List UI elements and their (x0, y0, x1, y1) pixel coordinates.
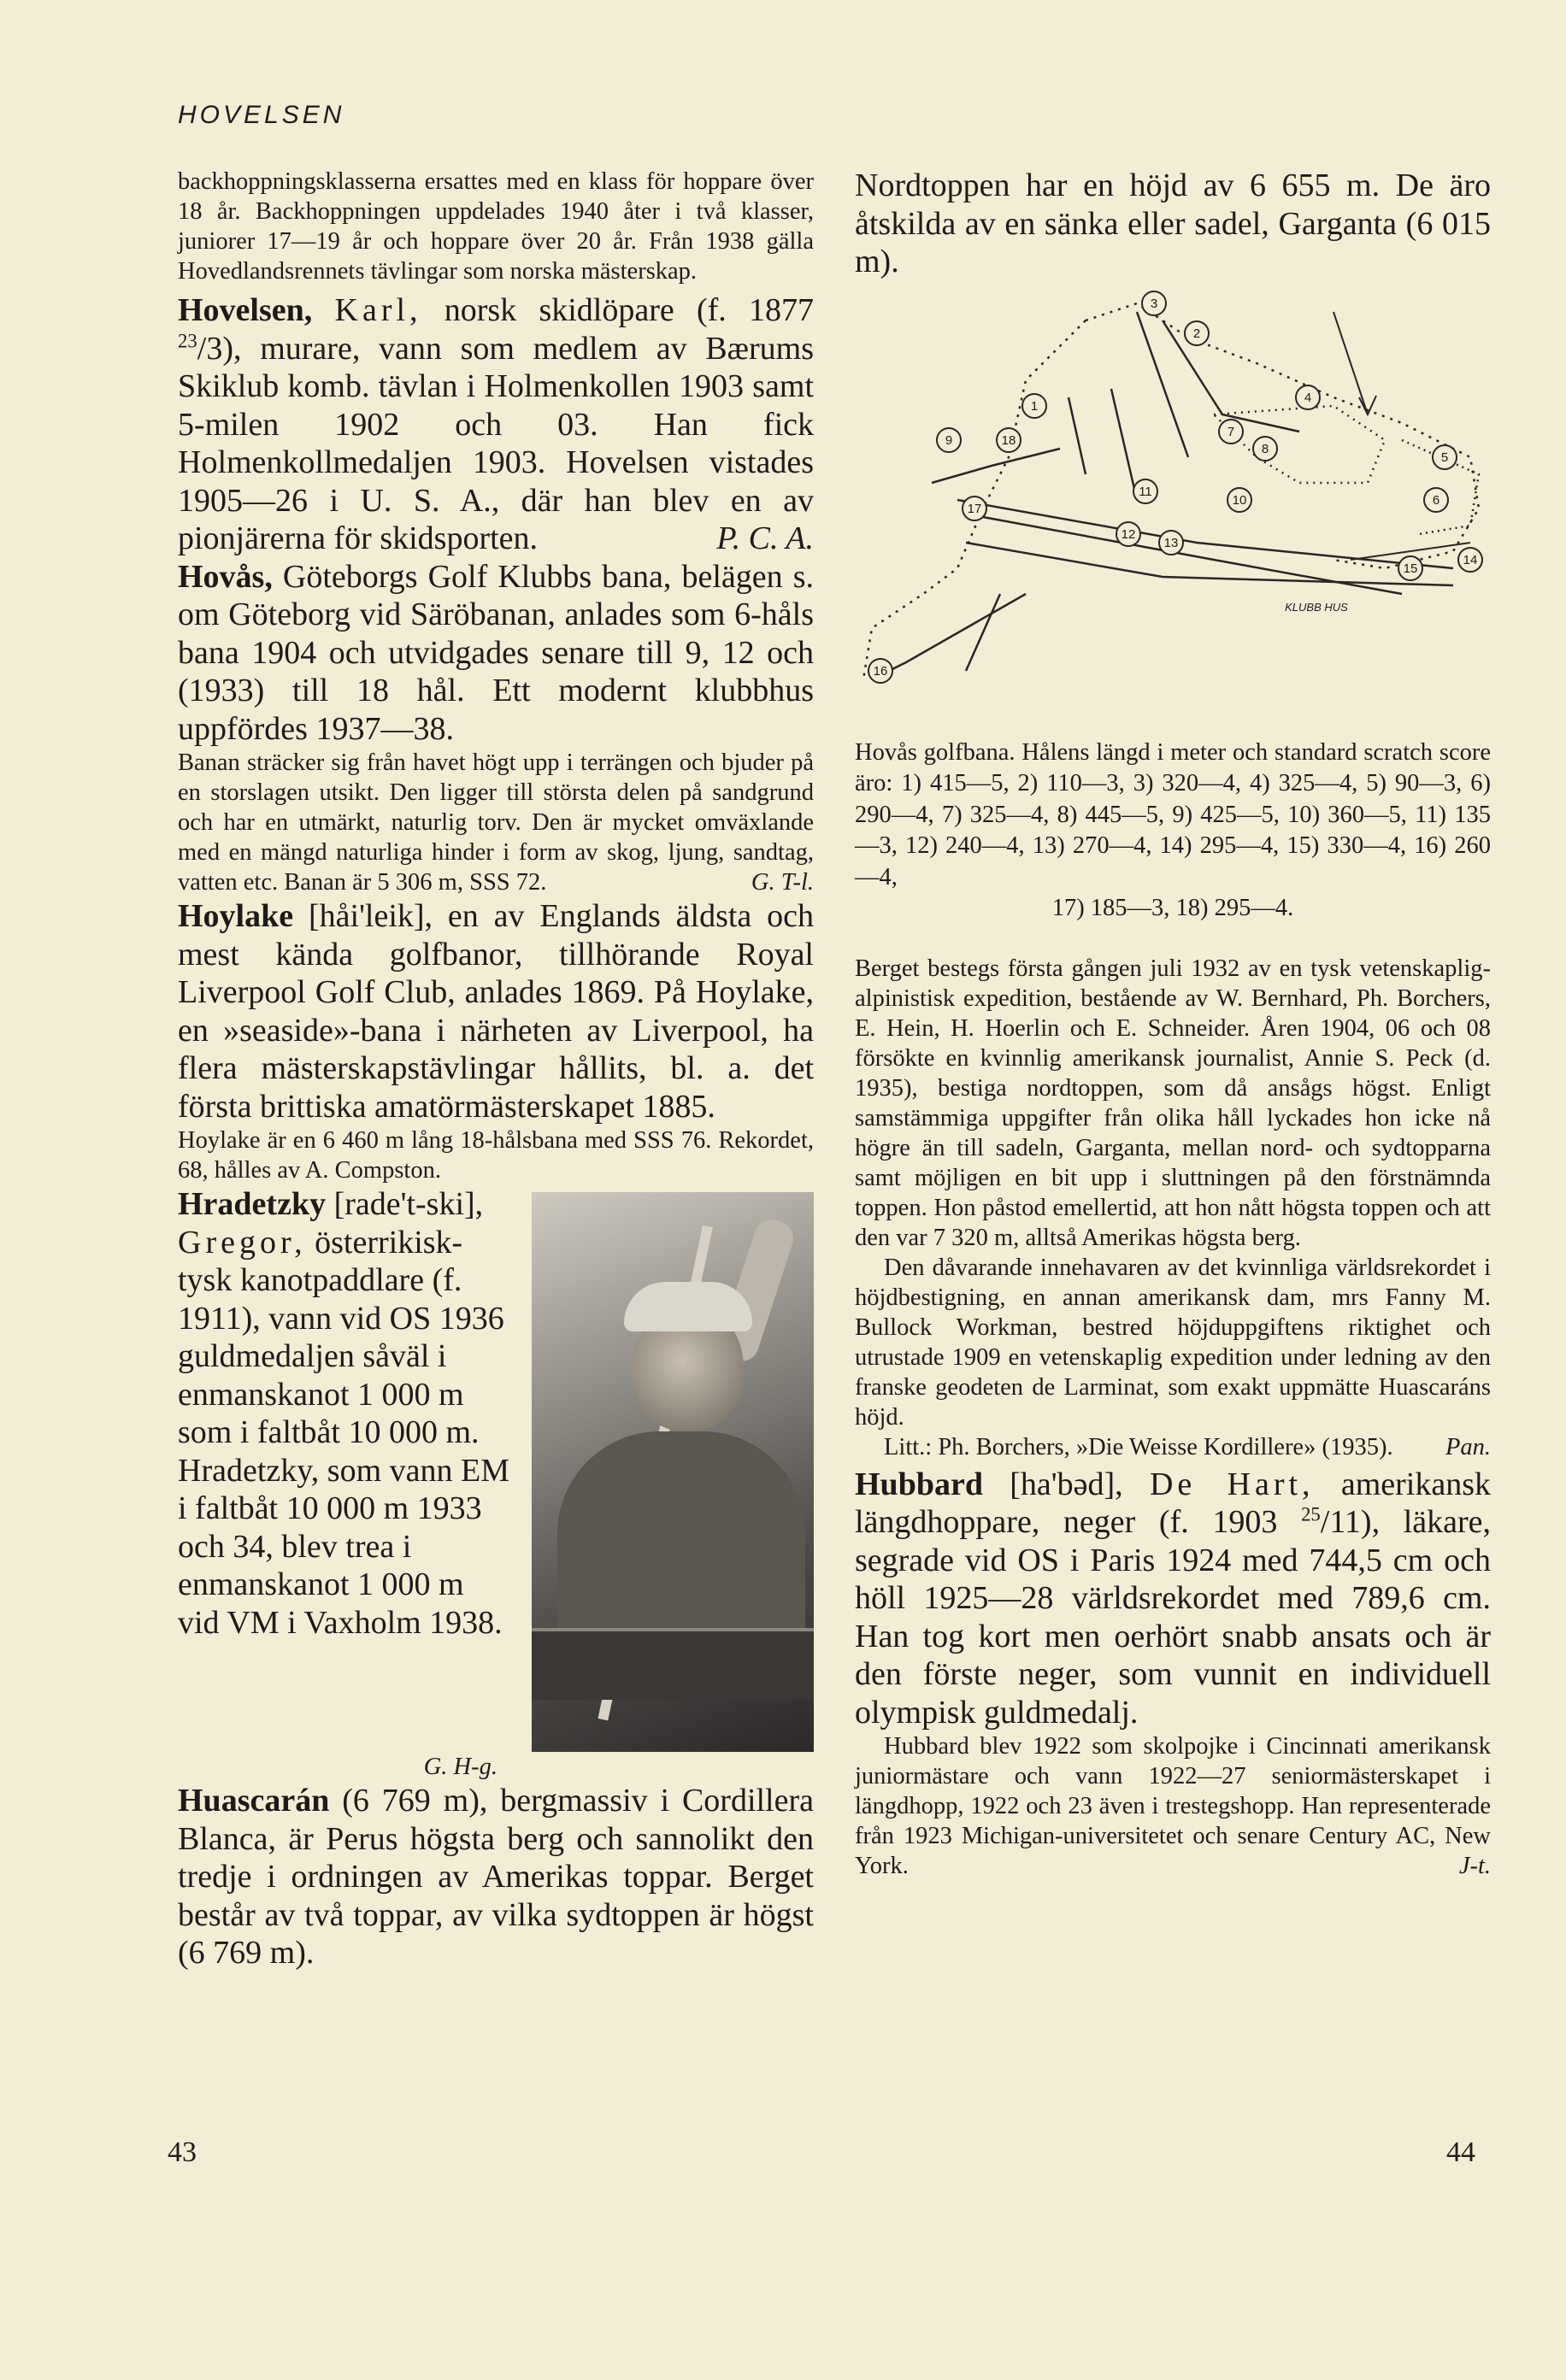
map-hole-label: 18 (1001, 432, 1016, 448)
entry-text-small: Banan sträcker sig från havet högt upp i terrängen och bjuder på en storslagen utsikt. Den ligger till största delen på sandgrund och har en utmärkt, naturlig torv. Den är mycket omväxlande med en mängd naturliga hinder i form av skog, ljung, sandtag, vatten etc. Banan är 5 306 m, SSS 72. (178, 749, 814, 896)
running-head: HOVELSEN (178, 101, 345, 129)
map-hole-label: 15 (1403, 561, 1418, 576)
signature: J-t. (1458, 1853, 1491, 1879)
entry-hovas-detail (178, 748, 814, 897)
signature: G. T-l. (751, 869, 814, 896)
entry-head: Hoylake (178, 898, 294, 934)
entry-text: [ha'bəd], (982, 1466, 1150, 1502)
map-caption: Hovås golfbana. Hålens längd i meter och standard scratch score äro: 1) 415—5, 2) 110—3, 3) 320—4, 4) 325—4, 5) 90—3, 6) 290—4, 7) 325—4, 8) 445—5, 9) 425—5, 10) 360—5, 11) 135—3, 12) 240—4, 13) 270—4, 14) 295—4, 15) 330—4, 16) 260—4, (855, 738, 1491, 890)
map-hole-label: 5 (1440, 450, 1449, 465)
entry-huascaran (178, 1782, 814, 1972)
entry-hubbard-detail (855, 1731, 1491, 1881)
page-number-right: 44 (1446, 2136, 1475, 2168)
map-hole-label: 11 (1139, 484, 1152, 499)
map-caption-last: 17) 185—3, 18) 295—4. (1051, 895, 1294, 921)
map-hole-label: 8 (1261, 441, 1269, 456)
entry-hovas (178, 558, 814, 749)
map-hole-label: 1 (1030, 398, 1039, 414)
entry-text: österrikisk-tysk kanotpaddlare (f. 1911), vann vid OS 1936 guldmedaljen såväl i enmanskanot 1 000 m som i faltbåt 10 000 m. Hradetzky, som vann EM i faltbåt 10 000 m 1933 och 34, blev trea i enmanskanot 1 000 m vid VM i Vaxholm 1938. (178, 1224, 509, 1641)
date-den: /11 (1320, 1504, 1361, 1540)
entry-text-small: Hubbard blev 1922 som skolpojke i Cincinnati amerikansk juniormästare och vann 1922—27 seniormästerskapet i längdhopp, 1922 och 23 även i trestegshopp. Han representerade från 1923 Michigan-universitetet och senare Century AC, New York. (855, 1733, 1491, 1879)
paragraph-nordtoppen: Nordtoppen har en höjd av 6 655 m. De äro åtskilda av en sänka eller sadel, Garganta (6 015 m). (855, 167, 1491, 279)
map-hole-label: 4 (1304, 390, 1312, 405)
signature: Pan. (1445, 1433, 1491, 1460)
paragraph-bestegs: Berget bestegs första gången juli 1932 av en tysk vetenskaplig-alpinistisk expedition, bestående av W. Bernhard, Ph. Borchers, E. Hein, H. Hoerlin och E. Schneider. Åren 1904, 06 och 08 försökte en kvinnlig amerikansk journalist, Annie S. Peck (d. 1935), bestiga nordtoppen, som då ansågs högst. Enligt samstämmiga uppgifter från olika håll lyckades hon icke nå högre än till sadeln, Garganta, mellan nord- och sydtopparna samt möjligen en bit upp i sluttningen på den förstnämnda toppen. Hon påstod emellertid, att hon nått högsta toppen och att den var 7 320 m, alltså Amerikas högsta berg. (855, 955, 1491, 1251)
entry-head: Huascarán (178, 1783, 330, 1819)
paragraph-workman: Den dåvarande innehavaren av det kvinnliga världsrekordet i höjdbestigning, en annan amerikansk dam, mrs Fanny M. Bullock Workman, bestred höjduppgiftens riktighet och utrustade 1909 en vetenskaplig expedition under ledning av den franske geodeten de Larminat, som exakt uppmätte Huascaráns höjd. (855, 1254, 1491, 1431)
page-number-left: 43 (168, 2136, 197, 2168)
signature: P. C. A. (716, 520, 814, 556)
paddler-body (557, 1431, 805, 1654)
golf-course-map (855, 286, 1491, 731)
entry-head: Hovelsen, (178, 292, 313, 328)
entry-name: Gregor, (178, 1224, 307, 1261)
hradetzky-entry-wrap (178, 1185, 814, 1782)
entry-text: [håi'leik], en av Englands äldsta och mest kända golfbanor, tillhörande Royal Liverpool Golf Club, anlades 1869. På Hoylake, en »seaside»-bana i närheten av Liverpool, ha flera mästerskapstävlingar hållits, bl. a. det första brittiska amatörmästerskapet 1885. (178, 898, 814, 1125)
entry-hovelsen (178, 291, 814, 558)
right-column (855, 167, 1491, 1881)
entry-head: Hubbard (855, 1466, 983, 1502)
entry-text: Göteborgs Golf Klubbs bana, belägen s. om Göteborg vid Säröbanan, anlades som 6-håls bana 1904 och utvidgades senare till 9, 12 och (1933) till 18 hål. Ett modernt klubbhus uppfördes 1937—38. (178, 558, 814, 747)
entry-head: Hradetzky (178, 1186, 327, 1222)
map-hole-label: 13 (1163, 535, 1179, 550)
date-sup: 25 (1300, 1503, 1321, 1525)
entry-text: [rade't-ski], (326, 1186, 484, 1222)
litt-text: Litt.: Ph. Borchers, »Die Weisse Kordillere» (1935). (884, 1433, 1393, 1460)
map-hole-label: 6 (1432, 492, 1440, 508)
kayak (532, 1628, 814, 1700)
date-den: /3 (197, 330, 223, 367)
entry-hoylake-detail: Hoylake är en 6 460 m lång 18-hålsbana med SSS 76. Rekordet, 68, hålles av A. Compston. (178, 1127, 814, 1184)
entry-text: ), murare, vann som medlem av Bærums Skiklub komb. tävlan i Holmenkollen 1903 samt 5-milen 1902 och 03. Han fick Holmenkollmedaljen 1903. Hovelsen vistades 1905—26 i U. S. A., där han blev en av pionjärerna för skidsporten. (178, 330, 814, 556)
map-hole-label: 3 (1150, 296, 1158, 311)
entry-hubbard (855, 1466, 1491, 1732)
map-klubbhus-label: KLUBB HUS (1285, 600, 1348, 614)
entry-text: (6 769 m), bergmassiv i Cordillera Blanca, är Perus högsta berg och sannolikt den tredje i ordningen av Amerikas toppar. Berget består av två toppar, av vilka sydtoppen är högst (6 769 m). (178, 1783, 814, 1971)
entry-text: amerikansk längdhoppare, neger (f. 1903 (855, 1466, 1492, 1540)
map-hole-label: 16 (873, 663, 888, 679)
left-column (178, 167, 814, 1972)
date-sup: 23 (178, 329, 197, 351)
map-hole-label: 17 (967, 501, 982, 516)
entry-name: De Hart, (1149, 1466, 1315, 1502)
map-hole-label: 7 (1227, 424, 1235, 439)
paddler-cap (624, 1282, 752, 1331)
spacer (855, 925, 1491, 954)
signature: G. H-g. (423, 1754, 497, 1780)
entry-hradetzky-sig (178, 1752, 814, 1782)
entry-hoylake (178, 897, 814, 1125)
entry-head: Hovås, (178, 558, 273, 595)
paragraph-litt (855, 1432, 1491, 1462)
hradetzky-photo (532, 1192, 814, 1752)
map-hole-label: 9 (945, 432, 953, 448)
entry-text: norsk skidlöpare (f. 1877 (421, 292, 815, 328)
map-hole-label: 2 (1192, 326, 1201, 341)
map-hole-label: 10 (1232, 492, 1247, 508)
entry-name: Karl, (334, 292, 422, 328)
entry-text: ), läkare, segrade vid OS i Paris 1924 med 744,5 cm och höll 1925—28 världsrekordet med 789,6 cm. Han tog kort men oerhört snabb ansats och är den förste neger, som vunnit en individuell olympisk guldmedalj. (855, 1504, 1491, 1731)
paragraph-backhoppning: backhoppningsklasserna ersattes med en klass för hoppare över 18 år. Backhoppningen uppdelades 1940 åter i två klasser, juniorer 17—19 år och hoppare över 20 år. Från 1938 gälla Hovedlandsrennets tävlingar som norska mästerskap. (178, 168, 814, 285)
map-hole-label: 14 (1463, 552, 1478, 567)
map-hole-label: 12 (1121, 526, 1136, 542)
